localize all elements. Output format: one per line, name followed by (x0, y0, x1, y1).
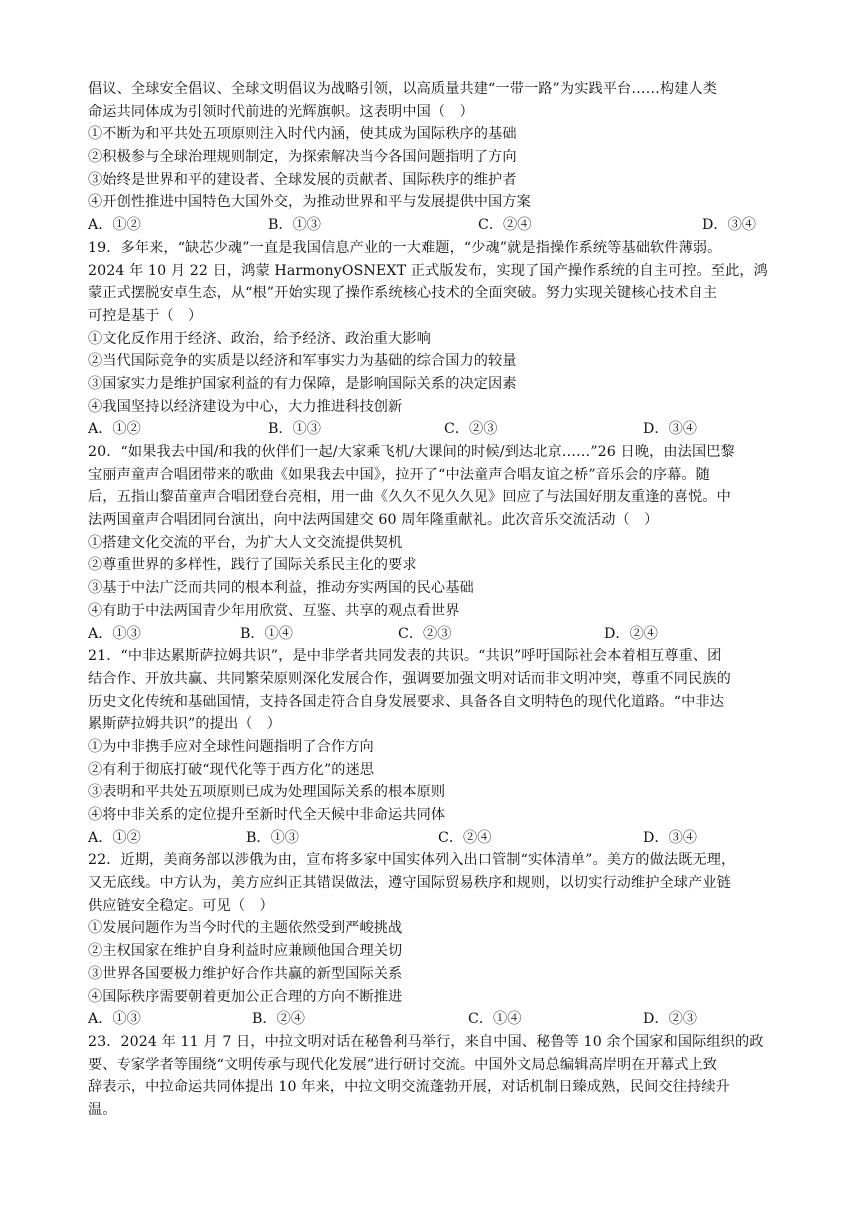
q20-options-row (88, 623, 778, 646)
q21-choice: ④将中非关系的定位提升至新时代全天候中非命运共同体 (88, 807, 446, 823)
q23-stem-line: 23．2024 年 11 月 7 日，中拉文明对话在秘鲁利马举行，来自中国、秘鲁等 10 余个国家和国际组织的政 (88, 1033, 764, 1050)
q22-options-row (88, 1008, 778, 1031)
q18-choice: ①不断为和平共处五项原则注入时代内涵，使其成为国际秩序的基础 (88, 126, 517, 143)
q19-choice: ①文化反作用于经济、政治，给予经济、政治重大影响 (88, 330, 431, 347)
q21-stem-line: 历史文化传统和基础国情，支持各国走符合自身发展要求、具备各自文明特色的现代化道路。“中非达 (88, 693, 725, 710)
q19-stem-line: 蒙正式摆脱安卓生态，从“根”开始实现了操作系统核心技术的全面突破。努力实现关键核心技术自主 (88, 285, 718, 302)
q21-choice: ③表明和平共处五项原则已成为处理国际关系的根本原则 (88, 784, 446, 801)
q19-stem-line: 2024 年 10 月 22 日，鸿蒙 HarmonyOSNEXT 正式版发布，实现了国产操作系统的自主可控。至此，鸿 (88, 262, 768, 279)
q22-choice: ②主权国家在维护自身利益时应兼顾他国合理关切 (88, 943, 403, 960)
q22-choice: ①发展问题作为当今时代的主题依然受到严峻挑战 (88, 920, 403, 937)
q19-choice: ④我国坚持以经济建设为中心，大力推进科技创新 (88, 398, 403, 415)
q19-option-c[interactable]: C．②③ (444, 421, 498, 438)
q20-choice: ①搭建文化交流的平台，为扩大人文交流提供契机 (88, 534, 403, 551)
q19-stem-line: 可控是基于（ ） (88, 307, 203, 324)
q22-stem-line: 供应链安全稳定。可见（ ） (88, 897, 274, 914)
q22-option-a[interactable]: A．①③ (88, 1011, 141, 1028)
q20-option-a[interactable]: A．①③ (88, 625, 141, 642)
q20-stem-line: 法两国童声合唱团同台演出，向中法两国建交 60 周年隆重献礼。此次音乐交流活动（ ） (88, 512, 659, 529)
q19-option-a[interactable]: A．①② (88, 421, 141, 438)
q18-choice: ③始终是世界和平的建设者、全球发展的贡献者、国际秩序的维护者 (88, 171, 517, 188)
q22-choice: ③世界各国要极力维护好合作共赢的新型国际关系 (88, 965, 403, 982)
q18-option-c[interactable]: C．②④ (478, 217, 532, 234)
q21-stem-line: 21．“中非达累斯萨拉姆共识”，是中非学者共同发表的共识。“共识”呼吁国际社会本着相互尊重、团 (88, 648, 722, 665)
q19-choice: ②当代国际竞争的实质是以经济和军事实力为基础的综合国力的较量 (88, 353, 517, 370)
q21-option-a[interactable]: A．①② (88, 829, 141, 846)
q18-stem-line: 倡议、全球安全倡议、全球文明倡议为战略引领，以高质量共建“一带一路”为实践平台……构建人类 (88, 81, 718, 97)
q23-stem-line: 辞表示，中拉命运共同体提出 10 年来，中拉文明交流蓬勃开展，对话机制日臻成熟，民间交往持续升 (88, 1079, 730, 1096)
exam-page (88, 78, 778, 1122)
q18-option-d[interactable]: D．③④ (702, 217, 756, 234)
q22-option-b[interactable]: B．②④ (252, 1011, 305, 1028)
q20-choice: ②尊重世界的多样性，践行了国际关系民主化的要求 (88, 557, 417, 574)
q20-choice: ③基于中法广泛而共同的根本利益，推动夯实两国的民心基础 (88, 580, 474, 597)
q18-option-b[interactable]: B．①③ (268, 217, 321, 234)
q22-option-c[interactable]: C．①④ (468, 1011, 522, 1028)
q20-stem-line: 宝丽声童声合唱团带来的歌曲《如果我去中国》，拉开了“中法童声合唱友谊之桥”音乐会的序幕。随 (88, 466, 710, 483)
q19-option-d[interactable]: D．③④ (643, 421, 697, 438)
q20-stem-line: 20．“如果我去中国/和我的伙伴们一起/大家乘飞机/大课间的时候/到达北京……”26 日晚，由法国巴黎 (88, 444, 735, 460)
q23-stem-line: 温。 (88, 1101, 117, 1118)
q19-options-row (88, 418, 778, 441)
q22-choice: ④国际秩序需要朝着更加公正合理的方向不断推进 (88, 988, 403, 1005)
q20-stem-line: 后，五指山黎苗童声合唱团登台亮相，用一曲《久久不见久久见》回应了与法国好朋友重逢的喜悦。中 (88, 489, 731, 506)
q21-option-d[interactable]: D．③④ (643, 829, 697, 846)
q20-option-c[interactable]: C．②③ (398, 625, 452, 642)
q19-stem-line: 19．多年来，“缺芯少魂”一直是我国信息产业的一大难题，“少魂”就是指操作系统等基础软件薄弱。 (88, 239, 722, 256)
q22-stem-line: 又无底线。中方认为，美方应纠正其错误做法，遵守国际贸易秩序和规则，以切实行动维护全球产业链 (88, 875, 731, 892)
q21-choice: ①为中非携手应对全球性问题指明了合作方向 (88, 738, 374, 755)
q18-choice: ④开创性推进中国特色大国外交，为推动世界和平与发展提供中国方案 (88, 194, 531, 211)
q21-options-row (88, 827, 778, 850)
q21-option-b[interactable]: B．①③ (246, 829, 299, 846)
q21-stem-line: 累斯萨拉姆共识”的提出（ ） (88, 716, 282, 733)
q21-choice: ②有利于彻底打破“现代化等于西方化”的迷思 (88, 761, 375, 778)
q23-stem-line: 要、专家学者等围绕“文明传承与现代化发展”进行研讨交流。中国外文局总编辑高岸明在开幕式上致 (88, 1056, 718, 1073)
q18-option-a[interactable]: A．①② (88, 217, 141, 234)
q18-options-row (88, 214, 778, 237)
q20-option-d[interactable]: D．②④ (604, 625, 658, 642)
q21-stem-line: 结合作、开放共赢、共同繁荣原则深化发展合作，强调要加强文明对话而非文明冲突，尊重不同民族的 (88, 670, 731, 687)
q18-choice: ②积极参与全球治理规则制定，为探索解决当今各国问题指明了方向 (88, 149, 517, 166)
q20-option-b[interactable]: B．①④ (240, 625, 293, 642)
q22-stem-line: 22．近期，美商务部以涉俄为由，宣布将多家中国实体列入出口管制“实体清单”。美方的做法既无理， (88, 852, 736, 869)
q18-stem-line: 命运共同体成为引领时代前进的光辉旗帜。这表明中国（ ） (88, 103, 474, 120)
q21-option-c[interactable]: C．②④ (438, 829, 492, 846)
q22-option-d[interactable]: D．②③ (643, 1011, 697, 1028)
q19-choice: ③国家实力是维护国家利益的有力保障，是影响国际关系的决定因素 (88, 375, 517, 392)
q20-choice: ④有助于中法两国青少年用欣赏、互鉴、共享的观点看世界 (88, 602, 460, 619)
q19-option-b[interactable]: B．①③ (268, 421, 321, 438)
